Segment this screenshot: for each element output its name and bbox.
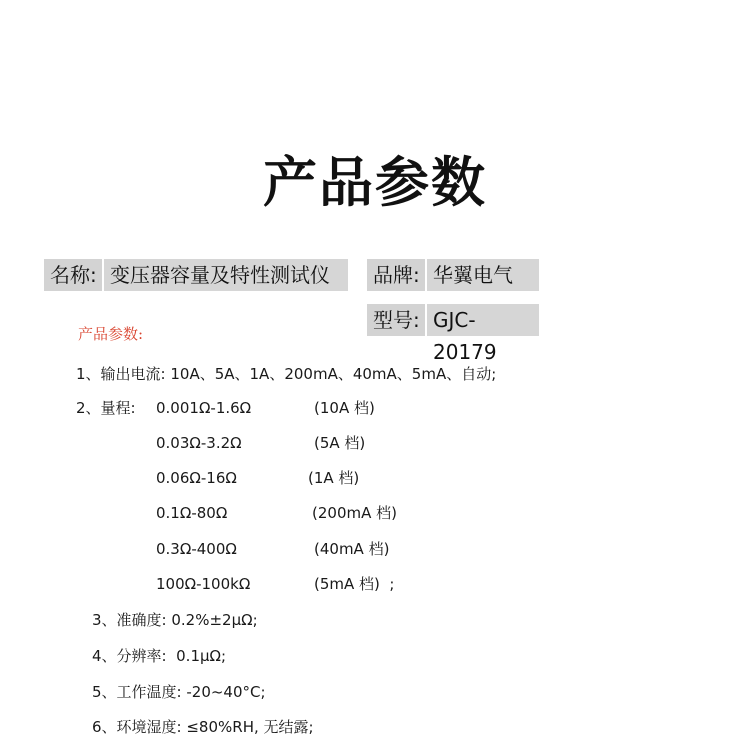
- range-gear: (200mA 档): [312, 504, 397, 522]
- range-gear: (5A 档): [314, 434, 366, 452]
- brand-value: 华翼电气: [427, 259, 539, 291]
- page-title: 产品参数: [263, 151, 487, 214]
- spec-range-label: 2、量程:: [76, 399, 136, 417]
- section-heading: 产品参数:: [78, 325, 144, 343]
- range-value: 0.3Ω-400Ω: [156, 540, 237, 558]
- range-row: [156, 572, 476, 596]
- name-value: 变压器容量及特性测试仪: [104, 259, 348, 291]
- range-row: [156, 396, 476, 420]
- spec-operating-temperature: 5、工作温度: -20~40°C;: [92, 683, 266, 701]
- spec-output-current: 1、输出电流: 10A、5A、1A、200mA、40mA、5mA、自动;: [76, 365, 497, 383]
- range-row: [156, 501, 476, 525]
- range-value: 100Ω-100kΩ: [156, 575, 251, 593]
- range-gear: (1A 档): [308, 469, 360, 487]
- model-value: GJC-20179: [427, 304, 539, 336]
- spec-ambient-humidity: 6、环境湿度: ≤80%RH, 无结露;: [92, 718, 314, 736]
- range-row: [156, 431, 476, 455]
- name-label: 名称:: [44, 259, 102, 291]
- range-value: 0.1Ω-80Ω: [156, 504, 228, 522]
- range-row: [156, 537, 476, 561]
- range-gear: (40mA 档): [314, 540, 390, 558]
- range-value: 0.03Ω-3.2Ω: [156, 434, 242, 452]
- range-value: 0.06Ω-16Ω: [156, 469, 237, 487]
- model-label: 型号:: [367, 304, 425, 336]
- spec-accuracy: 3、准确度: 0.2%±2μΩ;: [92, 611, 258, 629]
- brand-label: 品牌:: [367, 259, 425, 291]
- range-row: [156, 466, 476, 490]
- range-gear: (5mA 档) ;: [314, 575, 395, 593]
- range-value: 0.001Ω-1.6Ω: [156, 399, 252, 417]
- range-gear: (10A 档): [314, 399, 375, 417]
- spec-resolution: 4、分辨率: 0.1μΩ;: [92, 647, 227, 665]
